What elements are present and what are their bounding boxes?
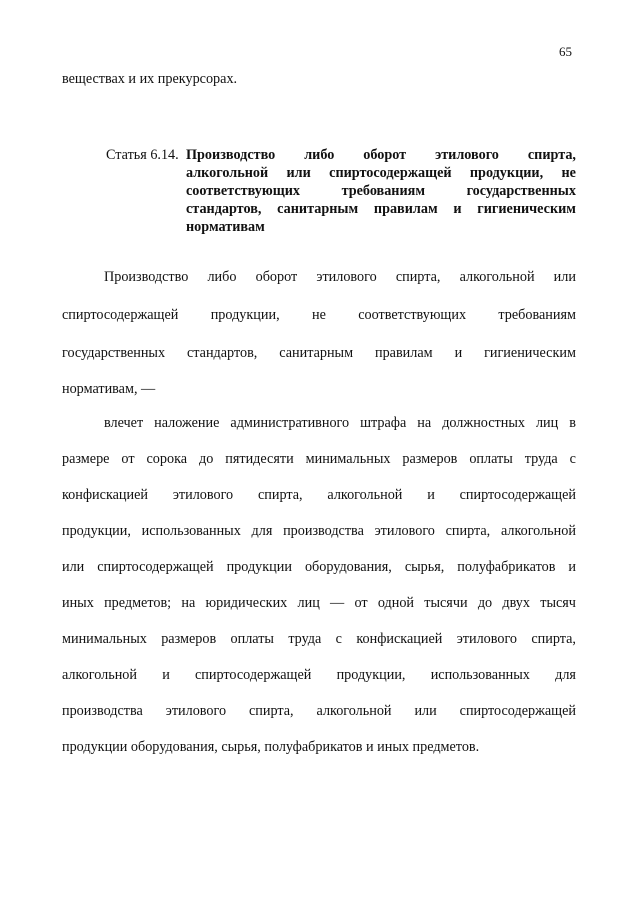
word: полуфабрикатов	[457, 559, 556, 575]
word: оборот	[255, 269, 298, 285]
word: административного	[230, 415, 350, 431]
body-line: продукции оборудования, сырья, полуфабрикатов и иных предметов.	[62, 739, 480, 755]
word: или	[62, 559, 85, 575]
word: оборот	[363, 147, 407, 163]
word: соответствующих	[186, 183, 300, 199]
word: не	[311, 307, 326, 323]
word: оплаты	[230, 631, 274, 647]
word: спиртосодержащей	[195, 667, 312, 683]
body-line	[62, 702, 576, 720]
word: либо	[207, 269, 237, 285]
word: спиртосодержащей	[97, 559, 214, 575]
word: либо	[304, 147, 335, 163]
word: от	[121, 451, 135, 467]
word: этилового	[435, 147, 499, 163]
article-title-line	[186, 164, 576, 182]
continuation-line: веществах и их прекурсорах.	[62, 71, 238, 87]
word: этилового	[316, 269, 377, 285]
word: спирта,	[395, 269, 441, 285]
word: сорока	[146, 451, 188, 467]
word: и	[453, 201, 462, 217]
word: производства	[62, 703, 143, 719]
word: или	[553, 269, 576, 285]
word: для	[555, 667, 576, 683]
word: алкогольной	[327, 487, 403, 503]
word: от	[354, 595, 368, 611]
article-title-line: нормативам	[186, 219, 265, 235]
word: предметов;	[104, 595, 172, 611]
word: наложение	[154, 415, 220, 431]
body-line	[62, 522, 576, 540]
word: продукции,	[469, 165, 544, 181]
word: и	[454, 345, 463, 361]
word: труда	[288, 631, 322, 647]
word: минимальных	[305, 451, 391, 467]
word: государственных	[62, 345, 166, 361]
body-line	[62, 630, 576, 648]
word: или	[286, 165, 311, 181]
page-number: 65	[559, 44, 572, 59]
word: для	[251, 523, 273, 539]
word: гигиеническим	[477, 201, 576, 217]
word: размере	[62, 451, 110, 467]
word: конфискацией	[356, 631, 443, 647]
word: продукции	[226, 559, 292, 575]
word: влечет	[104, 415, 144, 431]
word: и	[568, 559, 576, 575]
word: санитарным	[277, 201, 359, 217]
word: и	[162, 667, 170, 683]
word: Производство	[104, 269, 189, 285]
word: конфискацией	[62, 487, 148, 503]
word: иных	[62, 595, 94, 611]
word: юридических	[205, 595, 288, 611]
word: до	[477, 595, 493, 611]
word: оплаты	[469, 451, 513, 467]
word: спиртосодержащей	[329, 165, 452, 181]
word: этилового	[172, 487, 234, 503]
word: гигиеническим	[484, 345, 576, 361]
word: Производство	[186, 147, 276, 163]
word: этилового	[374, 523, 435, 539]
word: с	[569, 451, 576, 467]
word: с	[335, 631, 342, 647]
word: требованиям	[498, 307, 576, 323]
word: спиртосодержащей	[459, 703, 576, 719]
word: не	[561, 165, 576, 181]
word: сырья,	[404, 559, 445, 575]
word: тысячи	[424, 595, 468, 611]
body-line	[62, 344, 576, 362]
word: использованных	[141, 523, 241, 539]
word: до	[199, 451, 214, 467]
word: штрафа	[360, 415, 407, 431]
word: спирта,	[445, 523, 491, 539]
article-title-line	[186, 182, 576, 200]
word: на	[181, 595, 196, 611]
body-line	[62, 306, 576, 324]
word: требованиям	[341, 183, 425, 199]
word: пятидесяти	[225, 451, 294, 467]
word: —	[330, 595, 345, 611]
word: соответствующих	[358, 307, 467, 323]
word: оборудования,	[304, 559, 392, 575]
word: алкогольной	[316, 703, 392, 719]
body-line	[62, 558, 576, 576]
word: спирта,	[527, 147, 576, 163]
word: алкогольной	[500, 523, 576, 539]
word: алкогольной	[186, 165, 269, 181]
word: спирта,	[248, 703, 294, 719]
word: размеров	[402, 451, 458, 467]
word: спирта,	[257, 487, 303, 503]
body-line	[62, 450, 576, 468]
article-number: Статья 6.14.	[106, 147, 179, 163]
word: труда	[524, 451, 558, 467]
body-line	[62, 486, 576, 504]
body-line	[62, 666, 576, 684]
word: спирта,	[531, 631, 576, 647]
article-title-line	[186, 200, 576, 218]
word: или	[414, 703, 437, 719]
word: производства	[283, 523, 364, 539]
word: алкогольной	[62, 667, 137, 683]
word: стандартов,	[186, 345, 258, 361]
word: лиц	[297, 595, 320, 611]
word: спиртосодержащей	[62, 307, 179, 323]
word: правилам	[375, 345, 433, 361]
word: санитарным	[279, 345, 354, 361]
word: продукции,	[210, 307, 280, 323]
word: этилового	[165, 703, 227, 719]
word: минимальных	[62, 631, 147, 647]
word: одной	[377, 595, 415, 611]
word: государственных	[466, 183, 576, 199]
word: и	[427, 487, 435, 503]
word: стандартов,	[186, 201, 262, 217]
word: в	[569, 415, 576, 431]
word: тысяч	[540, 595, 576, 611]
word: на	[417, 415, 432, 431]
article-title-line	[186, 146, 576, 164]
word: алкогольной	[459, 269, 535, 285]
word: размеров	[161, 631, 217, 647]
body-line	[104, 414, 576, 432]
word: использованных	[430, 667, 530, 683]
word: продукции,	[336, 667, 406, 683]
word: двух	[502, 595, 530, 611]
word: должностных	[442, 415, 525, 431]
word: этилового	[456, 631, 518, 647]
word: продукции,	[62, 523, 131, 539]
body-line	[104, 268, 576, 286]
word: спиртосодержащей	[459, 487, 576, 503]
body-line: нормативам, —	[62, 381, 156, 397]
body-line	[62, 594, 576, 612]
word: правилам	[373, 201, 438, 217]
word: лиц	[535, 415, 559, 431]
